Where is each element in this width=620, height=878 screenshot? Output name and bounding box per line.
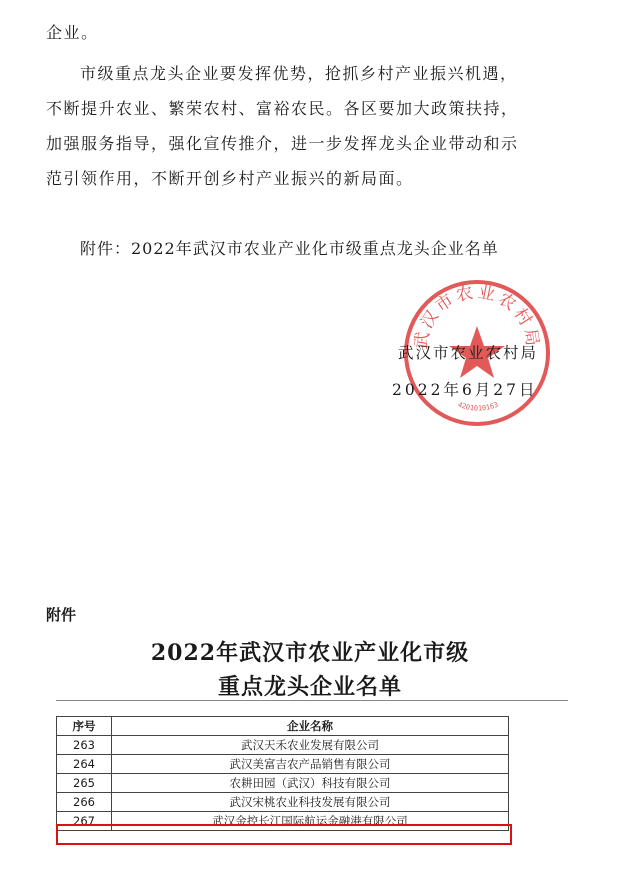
attachment-title-line-2: 重点龙头企业名单: [217, 674, 402, 700]
row-company-name: 农耕田园（武汉）科技有限公司: [112, 774, 509, 793]
paragraph-line-1: 市级重点龙头企业要发挥优势，抢抓乡村产业振兴机遇，: [80, 64, 518, 83]
signature-organization: 武汉市农业农村局: [398, 344, 539, 362]
attachment-label: 附件: [46, 606, 77, 624]
header-company-name: 企业名称: [112, 717, 509, 736]
row-highlight-box: [56, 824, 512, 845]
table-row: [57, 736, 509, 755]
table-row: [57, 793, 509, 812]
enterprise-table: [56, 716, 509, 831]
paragraph-line-3: 加强服务指导，强化宣传推介，进一步发挥龙头企业带动和示: [46, 134, 519, 153]
title-divider: [56, 700, 568, 701]
prev-paragraph-end: 企业。: [46, 23, 99, 42]
paragraph-line-2: 不断提升农业、繁荣农村、富裕农民。各区要加大政策扶持，: [46, 99, 519, 118]
row-number: 264: [57, 755, 112, 774]
table-row: [57, 774, 509, 793]
row-number: 267: [57, 812, 112, 831]
seal-text: 武汉市农业农村局: [411, 282, 543, 351]
row-company-name: 武汉金控长江国际航运金融港有限公司: [112, 812, 509, 831]
signature-date: 2022年6月27日: [392, 381, 538, 399]
row-number: 263: [57, 736, 112, 755]
attachment-title-line-1: 2022年武汉市农业产业化市级: [150, 640, 470, 666]
row-company-name: 武汉美富吉农产品销售有限公司: [112, 755, 509, 774]
paragraph-line-4: 范引领作用，不断开创乡村产业振兴的新局面。: [46, 169, 414, 188]
attachment-note: 附件：2022年武汉市农业产业化市级重点龙头企业名单: [80, 239, 499, 258]
row-company-name: 武汉宋桃农业科技发展有限公司: [112, 793, 509, 812]
header-number: 序号: [57, 717, 112, 736]
row-number: 265: [57, 774, 112, 793]
row-number: 266: [57, 793, 112, 812]
row-company-name: 武汉天禾农业发展有限公司: [112, 736, 509, 755]
seal-code: 4201010163: [456, 400, 500, 413]
table-header-row: [57, 717, 509, 736]
table-row: [57, 755, 509, 774]
